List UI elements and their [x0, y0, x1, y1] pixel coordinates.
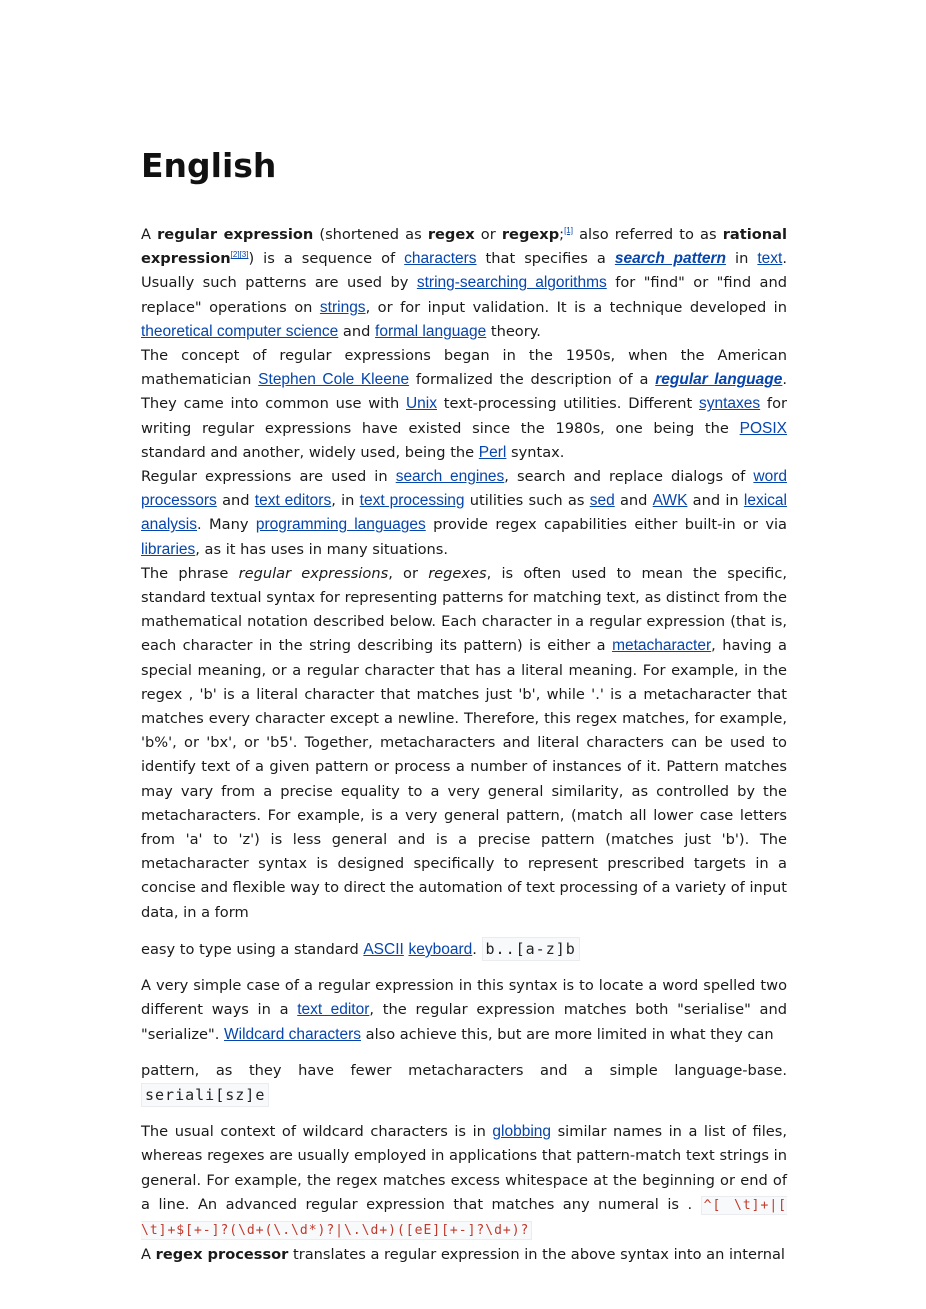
link-text-editors[interactable]: text editors: [254, 492, 332, 510]
paragraph-processor: [141, 1243, 787, 1267]
text: , in: [331, 492, 360, 510]
link-libraries[interactable]: libraries: [141, 540, 196, 558]
link-syntaxes[interactable]: syntaxes: [698, 395, 761, 413]
text: in: [726, 250, 758, 268]
paragraph-simple-case: [141, 974, 787, 1047]
text: . Usually such patterns are used by: [141, 250, 787, 292]
text: , or: [388, 564, 429, 582]
text: for "find" or "find and replace" operations on: [141, 274, 787, 316]
paragraph-uses: [141, 465, 787, 562]
paragraph-ascii: [141, 937, 787, 962]
term-regexp: regexp: [501, 226, 560, 243]
citation-1[interactable]: [564, 226, 573, 235]
citation-link[interactable]: [2][3]: [230, 250, 249, 260]
link-ascii[interactable]: ASCII: [363, 940, 404, 958]
text: The concept of regular expressions began in the 1950s, when the American mathematician: [141, 347, 787, 389]
link-text-editor[interactable]: text editor: [297, 1001, 370, 1019]
link-posix[interactable]: POSIX: [739, 419, 787, 437]
text: , is often used to mean the specific, standard textual syntax for representing patterns for matching text, as distinct from the mathematical notation described below. Each character in a regular expression (that is, each character in the string describing its pattern) is either a: [141, 564, 787, 655]
link-formal-language[interactable]: formal language: [375, 322, 487, 340]
text: translates a regular expression in the above syntax into an internal: [288, 1246, 785, 1264]
text: ) is a sequence of: [248, 250, 405, 268]
term-regular-expressions: regular expressions: [238, 564, 389, 582]
link-theoretical-computer-science[interactable]: theoretical computer science: [141, 322, 339, 340]
text: , having a special meaning, or a regular character that has a literal meaning. For example, in the regex , 'b' is a literal character that matches just 'b', while '.' is a metacharacter that matches every character except a newline. Therefore, this regex matches, for example, 'b%', or 'bx', or 'b5'. Together, metacharacters and literal characters can be used to identify text of a given pattern or process a number of instances of it. Pattern matches may vary from a precise equality to a very general similarity, as controlled by the metacharacters. For example, is a very general pattern, (match all lower case letters from 'a' to 'z') is less general and is a precise pattern (matches just 'b'). The metacharacter syntax is designed specifically to represent prescribed targets in a concise and flexible way to direct the automation of text processing of a variety of input data, in a form: [141, 637, 787, 921]
text: utilities such as: [464, 492, 590, 510]
term-regex-processor: regex processor: [155, 1246, 289, 1264]
text: provide regex capabilities either built-in or via: [425, 516, 788, 534]
text: , the regular expression matches both "serialise" and "serialize".: [141, 1001, 788, 1043]
term-regular-expression: regular expression: [157, 226, 314, 243]
link-search-engines[interactable]: search engines: [395, 468, 505, 486]
paragraph-history: [141, 344, 787, 465]
code-example-pattern: b..[a-z]b: [482, 937, 580, 961]
text: and: [216, 492, 255, 510]
link-sed[interactable]: sed: [589, 492, 615, 510]
text: . Many: [197, 516, 256, 534]
link-string-searching-algorithms[interactable]: string-searching algorithms: [416, 274, 607, 292]
text: similar names in a list of files, whereas regexes are usually employed in applications that pattern-match text strings in general. For example, the regex matches excess whitespace at the beginning or end of a line. An advanced regular expression that matches any numeral is .: [141, 1123, 787, 1213]
regex-text: ^[ \t]+|[ \t]+$[+-]?(\d+(\.\d*)?|\.\d+)([eE][+-]?\d+)?: [141, 1197, 787, 1238]
text: that specifies a: [476, 250, 615, 268]
link-strings[interactable]: strings: [319, 298, 366, 316]
link-metacharacter[interactable]: metacharacter: [612, 637, 712, 655]
text: (shortened as: [313, 226, 428, 243]
text: text-processing utilities. Different: [437, 395, 699, 413]
term-rational-expression: rational expression: [141, 226, 787, 268]
link-characters[interactable]: characters: [404, 250, 477, 268]
text: Regular expressions are used in: [141, 468, 396, 486]
paragraph-intro: [141, 223, 787, 344]
link-lexical-analysis[interactable]: lexical analysis: [141, 492, 787, 534]
link-text-processing[interactable]: text processing: [359, 492, 465, 510]
text: The phrase: [141, 564, 239, 582]
text: syntax.: [506, 443, 565, 461]
text: for writing regular expressions have existed since the 1980s, one being the: [141, 395, 787, 437]
paragraph-wildcard: [141, 1059, 787, 1108]
text: . They came into common use with: [141, 371, 787, 413]
link-programming-languages[interactable]: programming languages: [255, 516, 426, 534]
text: ;: [559, 226, 565, 243]
text: also referred to as: [572, 226, 723, 243]
link-text[interactable]: text: [757, 250, 783, 268]
paragraph-globbing: [141, 1120, 787, 1243]
text: and: [614, 492, 653, 510]
text: or: [474, 226, 502, 243]
link-search-pattern[interactable]: search pattern: [614, 250, 727, 268]
article-body: [141, 223, 787, 1267]
text: A: [141, 1246, 156, 1264]
text: , or for input validation. It is a technique developed in: [365, 298, 787, 316]
text: A very simple case of a regular expression in this syntax is to locate a word spelled two different ways in a: [141, 977, 787, 1019]
text: , as it has uses in many situations.: [195, 540, 449, 558]
link-stephen-cole-kleene[interactable]: Stephen Cole Kleene: [258, 371, 410, 389]
link-perl[interactable]: Perl: [478, 443, 507, 461]
text: formalized the description of a: [409, 371, 656, 389]
text: standard and another, widely used, being the: [141, 443, 479, 461]
link-unix[interactable]: Unix: [405, 395, 437, 413]
link-keyboard[interactable]: keyboard: [408, 940, 473, 958]
text: , search and replace dialogs of: [504, 468, 754, 486]
citation-2-3[interactable]: [231, 250, 249, 259]
text: also achieve this, but are more limited in what they can: [361, 1025, 774, 1043]
text: A: [141, 226, 158, 243]
link-wildcard-characters[interactable]: Wildcard characters: [224, 1025, 361, 1043]
term-regexes: regexes: [428, 564, 487, 582]
text: theory.: [486, 322, 541, 340]
link-awk[interactable]: AWK: [652, 492, 688, 510]
page-title: English: [141, 146, 277, 185]
text: pattern, as they have fewer metacharacters and a simple language-base.: [141, 1061, 787, 1079]
text: and in: [687, 492, 744, 510]
term-regex: regex: [427, 226, 475, 243]
code-serialize-pattern: seriali[sz]e: [141, 1083, 269, 1107]
link-word-processors[interactable]: word processors: [141, 468, 787, 510]
text: .: [472, 940, 482, 958]
link-globbing[interactable]: globbing: [492, 1123, 552, 1141]
text: and: [338, 322, 376, 340]
text: The usual context of wildcard characters is in: [141, 1123, 493, 1141]
text: easy to type using a standard: [141, 940, 364, 958]
link-regular-language[interactable]: regular language: [655, 371, 783, 389]
paragraph-syntax: [141, 562, 787, 925]
citation-link[interactable]: [1]: [564, 226, 573, 236]
